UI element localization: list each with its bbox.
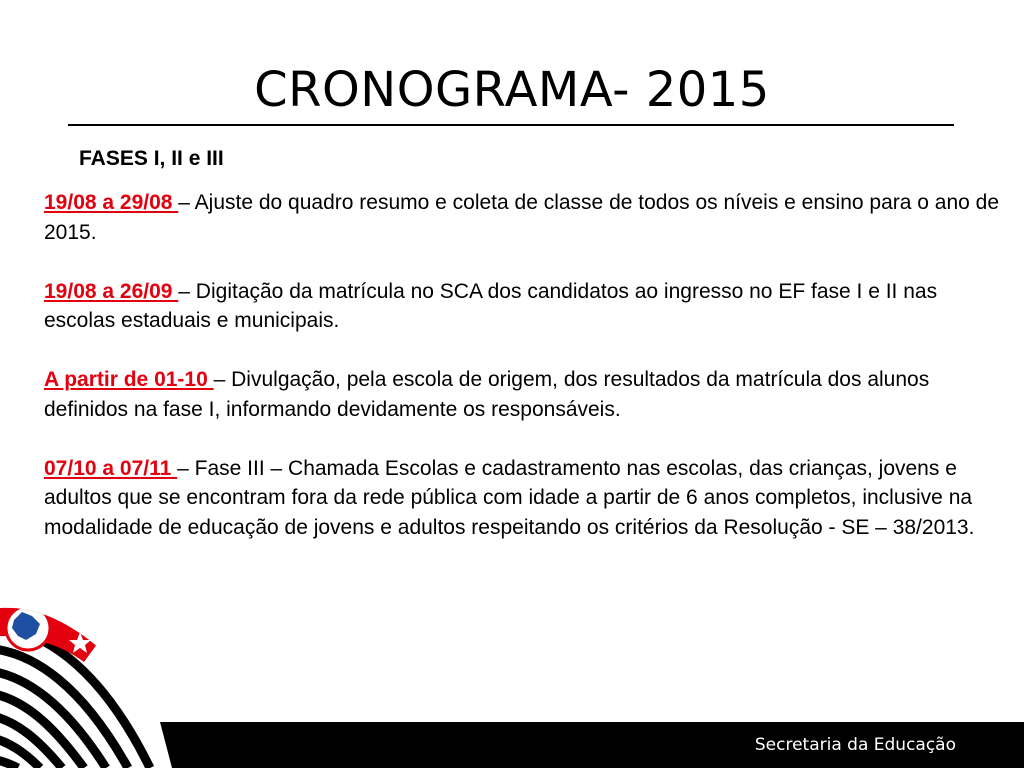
schedule-entry [44, 188, 1004, 247]
entry-text: – Ajuste do quadro resumo e coleta de classe de todos os níveis e ensino para o ano de 2015. [44, 191, 1000, 244]
schedule-list [44, 188, 1004, 572]
slide-title: CRONOGRAMA- 2015 [254, 62, 770, 118]
phases-subtitle: FASES I, II e III [79, 147, 224, 170]
entry-text: – Digitação da matrícula no SCA dos candidatos ao ingresso no EF fase I e II nas escolas estaduais e municipais. [44, 279, 938, 332]
entry-date: A partir de 01-10 [44, 368, 214, 391]
entry-date: 19/08 a 29/08 [44, 191, 179, 214]
entry-date: 19/08 a 26/09 [44, 279, 179, 303]
schedule-entry [44, 454, 1004, 543]
entry-text: – Divulgação, pela escola de origem, dos resultados da matrícula dos alunos definidos na fase I, informando devidamente os responsáveis. [44, 368, 930, 421]
footer-label: Secretaria da Educação [754, 735, 956, 755]
schedule-entry [44, 365, 1004, 424]
sao-paulo-flag-icon [0, 596, 180, 768]
schedule-entry [44, 277, 1004, 336]
entry-date: 07/10 a 07/11 [44, 456, 178, 480]
title-divider [68, 124, 954, 126]
entry-text: – Fase III – Chamada Escolas e cadastramento nas escolas, das crianças, jovens e adultos que se encontram fora da rede pública com idade a partir de 6 anos completos, inclusive na modalidade de educação de jovens e adultos respeitando os critérios da Resolução - SE – 38/2013. [44, 456, 975, 539]
